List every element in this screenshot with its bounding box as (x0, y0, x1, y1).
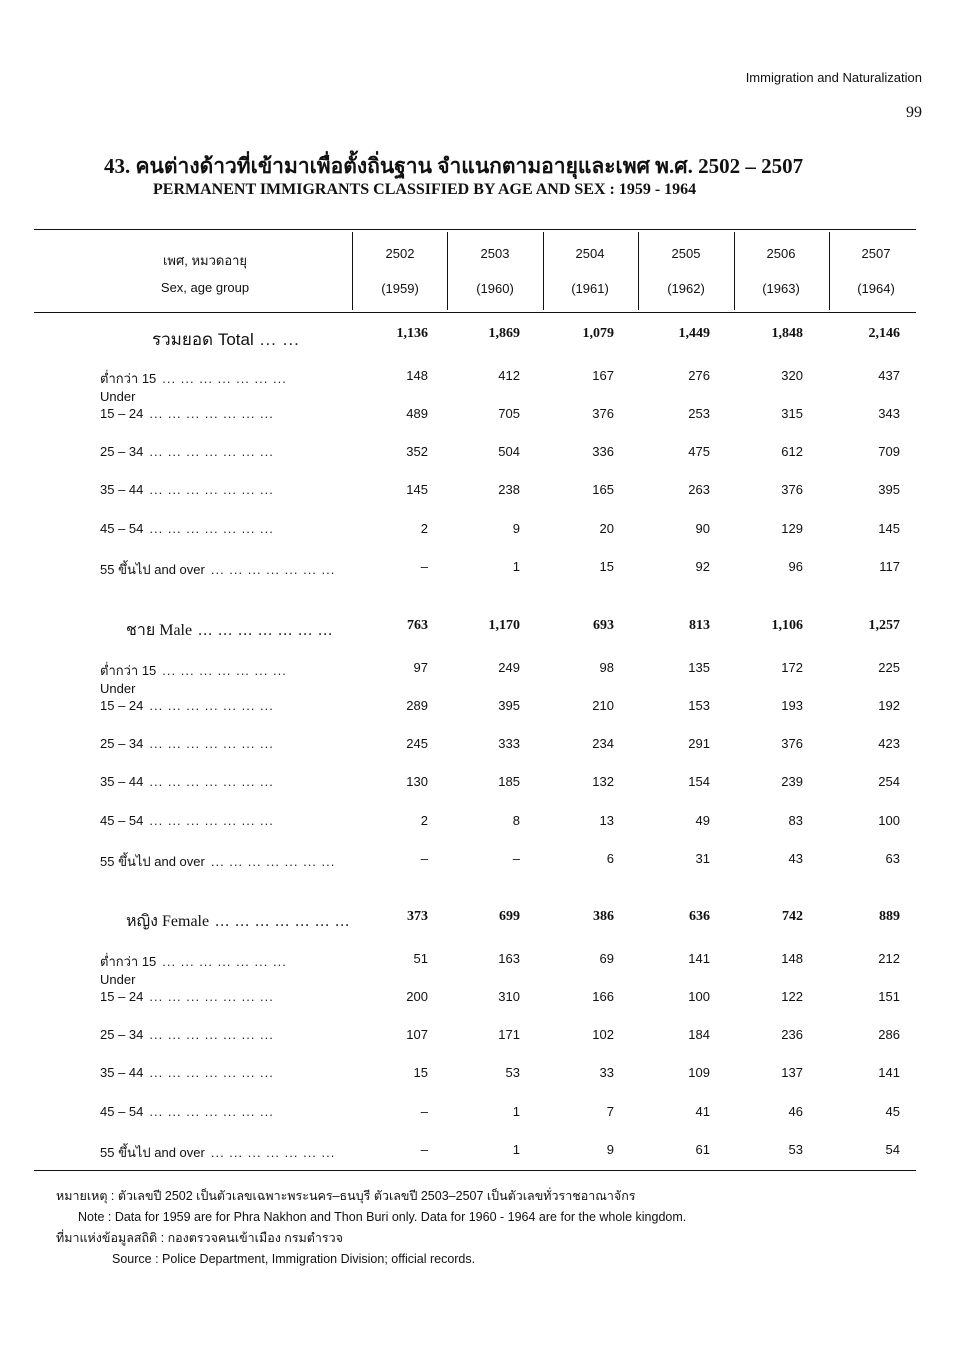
source-english: Source : Police Department, Immigration Division; official records. (112, 1252, 476, 1266)
table-cell: 1 (512, 1104, 520, 1119)
table-cell: 145 (878, 521, 900, 536)
table-cell: 352 (406, 444, 428, 459)
row-label: 15 – 24 ... ... ... ... ... ... ... (100, 698, 274, 713)
table-cell-total: 1,869 (488, 326, 520, 341)
table-cell: 15 (599, 559, 614, 574)
running-head: Immigration and Naturalization (745, 70, 922, 85)
table-cell: 129 (781, 521, 803, 536)
row-label: 25 – 34 ... ... ... ... ... ... ... (100, 736, 274, 751)
section-label: รวมยอด Total ... ... (152, 330, 300, 349)
row-label: 55 ขึ้นไป and over ... ... ... ... ... ... ... (100, 854, 336, 869)
table-cell: 15 (413, 1065, 428, 1080)
table-cell: 69 (599, 951, 614, 966)
table-cell: 97 (413, 660, 428, 675)
table-cell: 376 (781, 736, 803, 751)
page-number: 99 (906, 104, 922, 121)
table-cell: 54 (885, 1142, 900, 1157)
table-cell: 166 (592, 989, 614, 1004)
row-sublabel: Under (100, 681, 136, 696)
table-cell-total: 1,848 (771, 326, 803, 341)
table-cell: 234 (592, 736, 614, 751)
header-year-ad: (1962) (667, 281, 705, 296)
table-cell: 141 (688, 951, 710, 966)
column-divider (352, 232, 353, 310)
header-year-ad: (1961) (571, 281, 609, 296)
table-cell: 51 (413, 951, 428, 966)
table-row (0, 951, 966, 987)
header-year-be: 2502 (385, 246, 415, 261)
table-row (0, 660, 966, 696)
table-title-thai: 43. คนต่างด้าวที่เข้ามาเพื่อตั้งถิ่นฐาน จำแนกตามอายุและเพศ พ.ศ. 2502 – 2507 (104, 154, 804, 178)
table-cell: 291 (688, 736, 710, 751)
table-cell: 612 (781, 444, 803, 459)
table-cell: 315 (781, 406, 803, 421)
table-cell: 132 (592, 774, 614, 789)
top-rule (34, 229, 916, 230)
table-cell: 185 (498, 774, 520, 789)
table-cell: 46 (788, 1104, 803, 1119)
table-cell: 289 (406, 698, 428, 713)
column-divider (543, 232, 544, 310)
table-cell: 102 (592, 1027, 614, 1042)
table-cell: 9 (606, 1142, 614, 1157)
table-cell: 41 (695, 1104, 710, 1119)
table-cell: 8 (512, 813, 520, 828)
table-cell: 20 (599, 521, 614, 536)
table-cell: 395 (498, 698, 520, 713)
table-cell: 239 (781, 774, 803, 789)
table-cell: 100 (688, 989, 710, 1004)
table-cell: 238 (498, 482, 520, 497)
table-cell-total: 693 (593, 618, 614, 633)
header-year-be: 2505 (671, 246, 701, 261)
table-cell-total: 1,257 (868, 618, 900, 633)
table-cell: 236 (781, 1027, 803, 1042)
table-cell: 122 (781, 989, 803, 1004)
table-cell: 83 (788, 813, 803, 828)
table-cell: 172 (781, 660, 803, 675)
row-label: ต่ำกว่า 15 ... ... ... ... ... ... ... Under (100, 371, 287, 404)
table-cell: 376 (592, 406, 614, 421)
table-cell: 141 (878, 1065, 900, 1080)
header-year-ad: (1960) (476, 281, 514, 296)
table-cell: 1 (512, 1142, 520, 1157)
header-year-ad: (1964) (857, 281, 895, 296)
column-divider (829, 232, 830, 310)
table-cell: – (420, 851, 428, 866)
table-cell: – (420, 559, 428, 574)
table-cell: 92 (695, 559, 710, 574)
note-thai: หมายเหตุ : ตัวเลขปี 2502 เป็นตัวเลขเฉพาะพระนคร–ธนบุรี ตัวเลขปี 2503–2507 เป็นตัวเลขทั่วราชอาณาจักร (56, 1189, 636, 1203)
row-label: 35 – 44 ... ... ... ... ... ... ... (100, 482, 274, 497)
header-label-english: Sex, age group (160, 280, 250, 295)
table-cell: 184 (688, 1027, 710, 1042)
table-cell: 148 (781, 951, 803, 966)
table-row (0, 851, 966, 871)
row-label: 55 ขึ้นไป and over ... ... ... ... ... ... ... (100, 562, 336, 577)
row-sublabel: Under (100, 972, 136, 987)
table-row (0, 1104, 966, 1124)
row-label: 45 – 54 ... ... ... ... ... ... ... (100, 521, 274, 536)
table-cell: 336 (592, 444, 614, 459)
table-row (0, 813, 966, 833)
table-cell: 475 (688, 444, 710, 459)
table-cell: 412 (498, 368, 520, 383)
row-label: 35 – 44 ... ... ... ... ... ... ... (100, 1065, 274, 1080)
header-year-ad: (1959) (381, 281, 419, 296)
row-label: 45 – 54 ... ... ... ... ... ... ... (100, 1104, 274, 1119)
table-cell: 192 (878, 698, 900, 713)
row-sublabel: Under (100, 389, 136, 404)
table-row (0, 521, 966, 541)
header-label-thai: เพศ, หมวดอายุ (162, 253, 248, 268)
note-english: Note : Data for 1959 are for Phra Nakhon and Thon Buri only. Data for 1960 - 1964 are for the whole kingdom. (78, 1210, 687, 1224)
row-label: 45 – 54 ... ... ... ... ... ... ... (100, 813, 274, 828)
table-cell: 489 (406, 406, 428, 421)
section-label: หญิง Female ... ... ... ... ... ... ... (126, 913, 351, 930)
table-cell: 151 (878, 989, 900, 1004)
table-cell: 343 (878, 406, 900, 421)
table-cell: 437 (878, 368, 900, 383)
table-cell-total: 1,106 (771, 618, 803, 633)
table-title-english: PERMANENT IMMIGRANTS CLASSIFIED BY AGE AND SEX : 1959 - 1964 (153, 181, 697, 198)
table-cell: 320 (781, 368, 803, 383)
table-cell: 9 (512, 521, 520, 536)
table-cell-total: 1,449 (678, 326, 710, 341)
table-cell: 165 (592, 482, 614, 497)
table-cell: 7 (606, 1104, 614, 1119)
table-cell-total: 742 (782, 909, 803, 924)
table-cell: – (420, 1104, 428, 1119)
table-cell-total: 813 (689, 618, 710, 633)
table-cell: 107 (406, 1027, 428, 1042)
table-cell: 276 (688, 368, 710, 383)
header-year-be: 2506 (766, 246, 796, 261)
table-cell: 43 (788, 851, 803, 866)
table-cell: 33 (599, 1065, 614, 1080)
table-cell: 53 (505, 1065, 520, 1080)
table-row-section-total (0, 326, 966, 349)
table-cell: 45 (885, 1104, 900, 1119)
table-cell-total: 889 (879, 909, 900, 924)
table-cell: 13 (599, 813, 614, 828)
bottom-rule (34, 1170, 916, 1171)
table-cell: 333 (498, 736, 520, 751)
header-rule (34, 312, 916, 313)
table-cell: 63 (885, 851, 900, 866)
table-cell: 225 (878, 660, 900, 675)
column-divider (638, 232, 639, 310)
table-cell: 154 (688, 774, 710, 789)
header-year-ad: (1963) (762, 281, 800, 296)
row-label: 25 – 34 ... ... ... ... ... ... ... (100, 444, 274, 459)
table-cell: 1 (512, 559, 520, 574)
table-cell: 210 (592, 698, 614, 713)
row-label: 15 – 24 ... ... ... ... ... ... ... (100, 989, 274, 1004)
table-cell: 504 (498, 444, 520, 459)
table-cell-total: 1,170 (488, 618, 520, 633)
table-row (0, 444, 966, 464)
header-year-be: 2503 (480, 246, 510, 261)
table-notes (56, 1186, 686, 1270)
table-row (0, 989, 966, 1009)
table-cell: 98 (599, 660, 614, 675)
table-cell-total: 1,079 (582, 326, 614, 341)
table-row (0, 406, 966, 426)
table-row (0, 559, 966, 579)
table-cell-total: 763 (407, 618, 428, 633)
table-cell: 148 (406, 368, 428, 383)
table-cell: 145 (406, 482, 428, 497)
table-cell: 200 (406, 989, 428, 1004)
table-cell: 253 (688, 406, 710, 421)
column-divider (447, 232, 448, 310)
table-row (0, 1027, 966, 1047)
row-label: 15 – 24 ... ... ... ... ... ... ... (100, 406, 274, 421)
table-cell: 31 (695, 851, 710, 866)
table-cell-total: 2,146 (868, 326, 900, 341)
table-cell: 705 (498, 406, 520, 421)
table-cell: 6 (606, 851, 614, 866)
row-label: 35 – 44 ... ... ... ... ... ... ... (100, 774, 274, 789)
table-cell: 310 (498, 989, 520, 1004)
table-cell: 90 (695, 521, 710, 536)
table-cell: 53 (788, 1142, 803, 1157)
table-cell: 2 (420, 813, 428, 828)
row-label: ต่ำกว่า 15 ... ... ... ... ... ... ... Under (100, 954, 287, 987)
table-cell: 61 (695, 1142, 710, 1157)
row-label: 25 – 34 ... ... ... ... ... ... ... (100, 1027, 274, 1042)
table-cell: 96 (788, 559, 803, 574)
table-cell: 212 (878, 951, 900, 966)
table-row (0, 774, 966, 794)
table-cell: 245 (406, 736, 428, 751)
section-label: ชาย Male ... ... ... ... ... ... ... (126, 622, 334, 639)
table-cell: 163 (498, 951, 520, 966)
table-cell: 286 (878, 1027, 900, 1042)
table-cell: 153 (688, 698, 710, 713)
table-cell-total: 1,136 (396, 326, 428, 341)
table-cell: 193 (781, 698, 803, 713)
table-cell: 109 (688, 1065, 710, 1080)
table-cell: 117 (879, 559, 900, 574)
table-cell-total: 636 (689, 909, 710, 924)
table-cell: 263 (688, 482, 710, 497)
table-cell: 249 (498, 660, 520, 675)
table-row-section-total (0, 909, 966, 929)
table-row (0, 482, 966, 502)
table-cell-total: 386 (593, 909, 614, 924)
header-year-be: 2504 (575, 246, 605, 261)
table-cell: 709 (878, 444, 900, 459)
table-cell-total: 373 (407, 909, 428, 924)
table-cell: 135 (688, 660, 710, 675)
source-thai: ที่มาแห่งข้อมูลสถิติ : กองตรวจคนเข้าเมือง กรมตำรวจ (56, 1231, 343, 1245)
table-cell: 423 (878, 736, 900, 751)
table-cell: 254 (878, 774, 900, 789)
row-label: ต่ำกว่า 15 ... ... ... ... ... ... ... Under (100, 663, 287, 696)
table-cell-total: 699 (499, 909, 520, 924)
table-cell: – (512, 851, 520, 866)
table-row (0, 698, 966, 718)
header-year-be: 2507 (861, 246, 891, 261)
table-row (0, 368, 966, 404)
table-row (0, 1142, 966, 1162)
row-label: 55 ขึ้นไป and over ... ... ... ... ... ... ... (100, 1145, 336, 1160)
table-row (0, 1065, 966, 1085)
table-cell: 137 (781, 1065, 803, 1080)
table-cell: 171 (498, 1027, 520, 1042)
column-divider (734, 232, 735, 310)
table-cell: 100 (878, 813, 900, 828)
table-cell: – (420, 1142, 428, 1157)
table-row-section-total (0, 618, 966, 638)
table-cell: 130 (406, 774, 428, 789)
table-cell: 49 (695, 813, 710, 828)
table-cell: 167 (592, 368, 614, 383)
table-cell: 395 (878, 482, 900, 497)
table-cell: 376 (781, 482, 803, 497)
table-row (0, 736, 966, 756)
table-cell: 2 (420, 521, 428, 536)
